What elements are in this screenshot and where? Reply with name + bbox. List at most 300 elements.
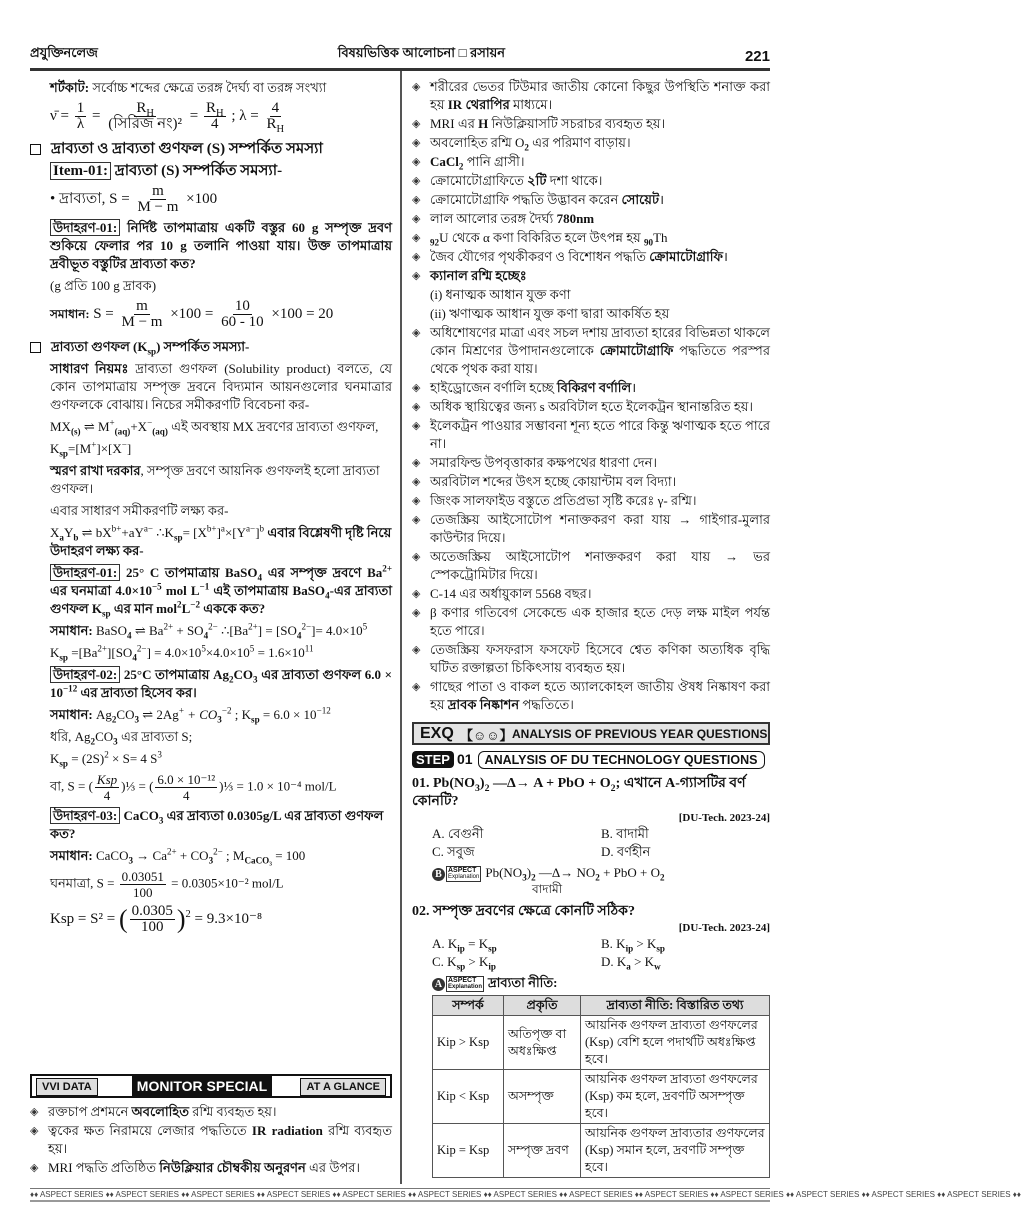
- general-rule-paragraph: [50, 360, 392, 414]
- fact-item: [412, 248, 770, 266]
- text-run: +aY: [121, 525, 144, 540]
- text-run: নিউক্লিয়াসটি সচরাচর ব্যবহৃত হয়।: [488, 116, 666, 131]
- text-run: 3: [475, 782, 480, 794]
- example-text: নির্দিষ্ট তাপমাত্রায় একটি বস্তুর 60 g সম্পৃক্ত দ্রবণ শুকিয়ে ফেলার: [50, 220, 393, 253]
- text-run: CO: [233, 667, 254, 682]
- text-run: CaCO: [92, 848, 129, 863]
- diamond-bullet-icon: ◈: [412, 118, 421, 130]
- table-cell: Kip > Ksp: [433, 1016, 504, 1070]
- table-row: [433, 1070, 770, 1124]
- checkbox-square-icon: [30, 342, 41, 353]
- text-run: β কণার গতিবেগ সেকেন্ডে এক হাজার হতে দেড় লক্ষ মাইল পর্যন্ত হতে পারে।: [430, 605, 770, 638]
- denominator: 4: [103, 788, 111, 803]
- text-run: ক্যানাল রশ্মি হচ্ছেঃ: [430, 268, 527, 283]
- text-run: ⇌ Ba: [131, 623, 164, 638]
- formula-text: ⅓ = 1.0 × 10⁻⁴ mol/L: [223, 778, 337, 794]
- fact-text: [430, 153, 770, 171]
- text-run: ): [479, 776, 485, 791]
- text-run: × S= 4 S: [108, 751, 158, 766]
- text-run: Pb(NO: [433, 776, 475, 791]
- text-run: জিংক সালফাইড বস্তুতে প্রতিপ্রভা সৃষ্টি করেঃ γ- রশ্মি।: [430, 493, 697, 508]
- text-run: এর পরিমাণ বাড়ায়।: [528, 135, 631, 150]
- ksp-example-03: [50, 807, 392, 843]
- text-run: 25°C তাপমাত্রায় Ag: [123, 667, 229, 682]
- text-run: অবলোহিত: [131, 1104, 189, 1120]
- text-run: এর মান mol: [110, 601, 178, 616]
- fact-text: [430, 172, 770, 190]
- text-run: দ্রাবক নিষ্কাশন: [447, 697, 520, 712]
- text-run: H: [478, 116, 489, 131]
- text-run: sp: [59, 758, 68, 769]
- text-run: MX: [50, 419, 71, 434]
- text-run: + CO: [176, 848, 209, 863]
- footer-series-strip: ♦♦ ASPECT SERIES ♦♦ ASPECT SERIES ♦♦ ASPECT SERIES ♦♦ ASPECT SERIES ♦♦ ASPECT SERIES ♦♦ ASPECT SERIES ♦♦ ASPECT SERIES ♦♦ ASPECT SERIES ♦♦ ASPECT SERIES ♦♦ ASPECT SERIES ♦♦ ASPECT SERIES ♦♦ ASPECT SERIES ♦♦ ASPECT SERIES ♦♦: [30, 1188, 770, 1202]
- formula-text: ν̄ =: [50, 107, 69, 124]
- ksp-example-02: [50, 666, 392, 702]
- text-run: 2+: [248, 621, 258, 632]
- text-run: sp: [101, 608, 111, 619]
- fraction: [95, 772, 119, 803]
- fact-item: [412, 153, 770, 171]
- diamond-bullet-icon: ◈: [412, 644, 421, 656]
- diamond-bullet-icon: ◈: [412, 194, 421, 206]
- badge-top: ASPECT: [448, 867, 477, 875]
- fraction: [219, 299, 266, 330]
- aspect-explanation-badge: [432, 976, 484, 992]
- subscript: H: [276, 124, 285, 135]
- numerator: 10: [234, 298, 250, 314]
- fact-item: [412, 115, 770, 133]
- formula-text: ×100: [186, 190, 218, 207]
- text-run: −2: [221, 705, 232, 716]
- text-run: অধিক স্থায়িত্বের জন্য s অরবিটাল হতে ইলেকট্রন স্থানান্তরিত হয়।: [430, 399, 754, 414]
- text-run: 3: [128, 855, 134, 866]
- text-run: = [X: [182, 525, 207, 540]
- table-cell: আয়নিক গুণফল দ্রাব্যতা গুণফলের (Ksp) বেশি হলে পদার্থটি অধঃক্ষিপ্ত হবে।: [581, 1016, 770, 1070]
- numerator: [204, 101, 226, 117]
- option-b[interactable]: B. বাদামী: [601, 826, 649, 841]
- text-run: Pb(NO: [485, 865, 523, 880]
- shortcut-line: [50, 79, 392, 97]
- numerator: [134, 101, 156, 117]
- denominator: M − m: [137, 199, 179, 215]
- denominator: λ: [76, 116, 85, 132]
- text-run: তেজস্ক্রিয় ফসফরাস ফসফেট হিসেবে শ্বেত কণিকা অত্যধিক বৃদ্ধি ঘটিত রক্তাল্পতা চিকিৎসায় ব্যবহৃত হয়।: [430, 642, 770, 675]
- question-number: 01.: [412, 776, 430, 791]
- table-cell: আয়নিক গুণফল দ্রাব্যতা গুণফলের (Ksp) কম হলে, দ্রবণটি অসম্পৃক্ত হবে।: [581, 1070, 770, 1124]
- text-run: অতেজস্ক্রিয় আইসোটোপ শনাক্তকরণ করা যায় → ভর স্পেকট্রোমিটার দিয়ে।: [430, 549, 770, 582]
- text-run: ): [526, 865, 532, 880]
- text-run: K: [50, 441, 60, 456]
- text-run: a: [59, 532, 64, 543]
- solubility-rule-table: [432, 995, 770, 1178]
- fact-text: [430, 210, 770, 228]
- formula-text: Ksp = S² =: [50, 910, 116, 927]
- text-run: (aq): [114, 426, 131, 437]
- text-run: ।: [722, 249, 728, 264]
- fact-text: [430, 678, 770, 714]
- example-01-text: [50, 219, 392, 273]
- text-run: লাল আলোর তরঙ্গ দৈর্ঘ্য: [430, 211, 557, 226]
- text-run: গাছের পাতা ও বাকল হতে অ্যালকোহল জাতীয় ঔষধ নিষ্কাষণ করা হয়: [430, 679, 770, 712]
- numerator: Ksp: [96, 772, 118, 787]
- text-run: 2: [111, 714, 117, 725]
- text-run: ⇌ 2Ag: [139, 707, 179, 722]
- option-c[interactable]: [432, 953, 601, 971]
- text-run: এর উপর।: [305, 1160, 361, 1176]
- ksp-solution-03a: [50, 847, 392, 865]
- denominator: 100: [133, 885, 153, 900]
- fraction: [130, 904, 175, 935]
- text-run: ধরি, Ag: [50, 729, 91, 744]
- fraction: [120, 299, 165, 330]
- table-row: [433, 1016, 770, 1070]
- text-run: এর দ্রাব্যতা হিসেব কর।: [77, 685, 197, 700]
- diamond-bullet-icon: ◈: [412, 607, 421, 619]
- denominator: [265, 116, 287, 135]
- text-run: +: [178, 705, 184, 716]
- text-run: 4: [127, 630, 132, 641]
- fact-item: [412, 454, 770, 472]
- text-run: 2+: [166, 846, 177, 857]
- text-run: এর দ্রাব্যতা 0.0305g/L এর দ্রাব্যতা গুণফল কত?: [50, 808, 384, 841]
- example-tag: উদাহরণ-01:: [50, 564, 120, 581]
- table-cell: Kip = Ksp: [433, 1124, 504, 1178]
- badge-top: ASPECT: [448, 977, 477, 985]
- fact-item: [412, 172, 770, 190]
- text-run: ; M: [222, 848, 245, 863]
- text-run: −1: [199, 581, 210, 592]
- text-run: এর দ্রাব্যতা S;: [117, 729, 193, 744]
- ksp-solution-02d: বা, S = ( $\frac{\text{Ksp}}{4}$ )⅓ = ( $\frac{\text{6.0 × 10⁻¹²}}{4}$ )⅓ = 1.0 × 10⁻⁴ mol/L: [50, 772, 337, 803]
- fact-item: [412, 417, 770, 453]
- fact-text: [430, 548, 770, 584]
- formula-text: = 9.3×10⁻⁸: [194, 910, 263, 927]
- fact-item: [412, 548, 770, 584]
- table-cell: আয়নিক গুণফল দ্রাব্যতার গুণফলের (Ksp) সমান হলে, দ্রবণটি সম্পৃক্ত হবে।: [581, 1124, 770, 1178]
- fact-item: [412, 191, 770, 209]
- text-run: 2: [610, 782, 616, 794]
- text-run: পদ্ধতিতে।: [519, 697, 574, 712]
- text-run: 5: [201, 643, 206, 654]
- diamond-bullet-icon: ◈: [412, 401, 421, 413]
- text-run: + PbO + O: [599, 865, 660, 880]
- at-a-glance-label: AT A GLANCE: [300, 1078, 386, 1096]
- fraction: [155, 772, 217, 803]
- text-run: 4: [325, 590, 330, 601]
- aspect-explanation-badge: [432, 866, 481, 882]
- text-run: রশ্মি ব্যবহৃত হয়।: [48, 1123, 393, 1157]
- running-header-center: [338, 44, 505, 65]
- text-run: b: [73, 532, 79, 543]
- text-run: L: [181, 601, 191, 616]
- solubility-formula: [50, 184, 392, 215]
- text-run: a: [626, 961, 631, 972]
- numerator: 6.0 × 10⁻¹²: [157, 772, 216, 787]
- diamond-bullet-icon: ◈: [412, 327, 421, 339]
- text-run: BaSO: [92, 623, 128, 638]
- solution-label: সমাধান:: [50, 306, 90, 321]
- text-run: ।: [631, 380, 637, 395]
- fact-item: [30, 1103, 392, 1121]
- numerator-text: R: [206, 100, 217, 116]
- text-run: দ্রাব্যতা গুণফল (Solubility product) বলতে, যে কোন তাপমাত্রায় সম্পৃক্ত দ্রবনে বিদ্যমান আয়নগুলোর ঘনমাত্রার গুণফলকে বোঝায়। নিচের সমীকরণটি বিবেচনা কর-: [50, 361, 392, 412]
- text-run: MRI পদ্ধতি প্রতিষ্ঠিত: [48, 1160, 160, 1176]
- formula-text: • দ্রাব্যতা, S =: [50, 190, 130, 207]
- fact-text: [430, 78, 770, 114]
- text-run: CO: [116, 707, 135, 722]
- denominator: 4: [183, 788, 190, 803]
- text-run: 3: [208, 855, 214, 866]
- text-run: X: [50, 525, 60, 540]
- text-run: শর্টকাট:: [50, 80, 90, 95]
- text-run: A. K: [432, 936, 458, 952]
- option-d[interactable]: [601, 953, 770, 971]
- text-run: 2−: [208, 621, 218, 632]
- diamond-bullet-icon: ◈: [30, 1125, 39, 1138]
- text-run: 2: [660, 872, 665, 883]
- formula-text: =: [189, 107, 199, 124]
- fact-text: [430, 585, 770, 603]
- text-run: এবার বিশ্লেষণী দৃষ্টি নিয়ে উদাহরণ লক্ষ্য কর-: [50, 525, 392, 558]
- text-run: ) সম্পর্কিত সমস্যা-: [156, 339, 250, 354]
- diamond-bullet-icon: ◈: [412, 232, 421, 244]
- text-run: CaCl: [430, 154, 459, 169]
- text-run: দ্রাব্যতা গুণফল (K: [51, 339, 148, 354]
- option-b[interactable]: [601, 935, 770, 953]
- question-stem: [412, 776, 746, 809]
- text-run: 2−: [301, 621, 312, 632]
- option-a[interactable]: [432, 935, 601, 953]
- diamond-bullet-icon: ◈: [412, 382, 421, 394]
- text-run: 2: [595, 872, 600, 883]
- text-run: → Ca: [133, 848, 167, 863]
- explanation-02: [432, 974, 770, 992]
- step-title: ANALYSIS OF DU TECHNOLOGY QUESTIONS: [478, 751, 765, 769]
- text-run: এর সম্পৃক্ত দ্রবণে Ba: [262, 565, 383, 580]
- diamond-bullet-icon: ◈: [412, 270, 421, 282]
- text-run: sp: [59, 448, 68, 459]
- item-title: দ্রাব্যতা (S) সম্পর্কিত সমস্যা-: [114, 163, 283, 179]
- fact-item: [412, 511, 770, 547]
- text-run: =[Ba: [68, 645, 98, 660]
- text-run: CO: [95, 729, 114, 744]
- text-run: ip: [457, 943, 465, 954]
- diamond-bullet-icon: ◈: [412, 420, 421, 432]
- text-run: 4: [257, 572, 263, 583]
- text-run: ইলেকট্রন পাওয়ার সম্ভাবনা শূন্য হতে পারে কিন্তু ঋণাত্মক হতে পারে না।: [430, 418, 770, 451]
- text-run: = K: [464, 936, 489, 952]
- options-01: [432, 825, 770, 861]
- text-run: 3: [253, 674, 258, 685]
- text-run: 2−: [213, 846, 223, 857]
- text-run: 2: [104, 749, 109, 760]
- heading-text: [51, 140, 323, 158]
- options-02: [432, 935, 770, 971]
- text-run: অধিশোষণের মাত্রা এবং সচল দশায় দ্রাব্যতা হারের বিভিন্নতা থাকলে কোন মিশ্রণের উপাদানগুলোকে: [430, 325, 770, 358]
- step-number: 01: [456, 751, 473, 767]
- diamond-bullet-icon: ◈: [412, 175, 421, 187]
- item-tag: Item-01:: [50, 162, 111, 180]
- explanation-title: দ্রাব্যতা নীতি:: [488, 975, 558, 991]
- text-run: 3: [113, 736, 118, 747]
- subject-name: রসায়ন: [470, 45, 506, 60]
- text-run: −12: [316, 705, 331, 716]
- diamond-bullet-icon: ◈: [412, 514, 421, 526]
- fact-text: [430, 511, 770, 547]
- explanation-note: বাদামী: [532, 882, 563, 897]
- numerator: 0.0305: [131, 903, 173, 919]
- badge-bottom: Explanation: [448, 874, 480, 881]
- diamond-bullet-icon: ◈: [412, 681, 421, 693]
- text-run: 2: [484, 782, 490, 794]
- formula-text: =: [92, 107, 101, 124]
- table-cell: অসম্পৃক্ত: [504, 1070, 581, 1124]
- text-run: (s): [70, 426, 81, 437]
- fact-text: [48, 1159, 392, 1177]
- text-run: এই তাপমাত্রায় BaSO: [209, 583, 326, 598]
- text-run: 2+: [382, 563, 393, 574]
- right-column: [402, 71, 770, 1184]
- text-run: ক্রোমাটোগ্রাফি: [649, 249, 723, 264]
- text-run: ক্রোমাটোগ্রাফি: [599, 343, 674, 358]
- example-text-2: পর 10 g তলানি পাওয়া যায়। উক্ত তাপমাত্রায় দ্রবীভূত বস্তুটির দ্রাব্যতা কত?: [50, 238, 392, 271]
- text-run: 2: [228, 674, 234, 685]
- section-name: বিষয়ভিত্তিক আলোচনা: [337, 45, 456, 60]
- text-run: রশ্মি ব্যবহৃত হয়।: [188, 1104, 277, 1120]
- diamond-bullet-icon: ◈: [412, 495, 421, 507]
- numerator-text: R: [136, 100, 147, 116]
- text-run: sp: [59, 652, 68, 663]
- text-run: w: [654, 961, 661, 972]
- fact-item: [30, 1159, 392, 1177]
- text-run: = 1.6×10: [254, 645, 305, 660]
- page-number: 221: [744, 48, 770, 65]
- text-run: 90: [643, 237, 654, 248]
- text-run: −12: [63, 683, 78, 694]
- diamond-bullet-icon: ◈: [412, 588, 421, 600]
- text-run: K: [50, 751, 60, 766]
- text-run: sp: [488, 943, 497, 954]
- text-run: পদ্ধতিতে পরস্পর থেকে পৃথক করা যায়।: [430, 343, 770, 376]
- formula-text: = 0.0305×10⁻² mol/L: [171, 875, 284, 891]
- text-run: 11: [304, 643, 314, 654]
- fact-item: [412, 134, 770, 152]
- diamond-bullet-icon: ◈: [30, 1106, 39, 1119]
- text-run: দশা থাকে।: [546, 173, 603, 188]
- text-run: ]= 4.0×10: [311, 623, 363, 638]
- text-run: −2: [190, 599, 200, 610]
- text-run: নিউক্লিয়ার চৌম্বকীয় অনুরণন: [159, 1160, 306, 1176]
- text-run: ][SO: [107, 645, 133, 660]
- text-run: সাধারণ নিয়মঃ: [50, 361, 129, 376]
- option-a[interactable]: A. বেগুনী: [432, 826, 484, 841]
- ksp-solution-02c: [50, 750, 392, 768]
- ksp-example-01: [50, 564, 392, 618]
- numerator: m: [152, 183, 164, 199]
- text-run: sp: [173, 532, 183, 543]
- text-run: −: [121, 439, 127, 450]
- text-run: > K: [630, 954, 655, 970]
- badge-bottom: Explanation: [448, 984, 483, 991]
- fact-item: [412, 78, 770, 114]
- text-run: পানি গ্রাসী।: [463, 154, 525, 169]
- text-run: সমারফিল্ড উপবৃত্তাকার কক্ষপথের ধারণা দেন।: [430, 455, 657, 470]
- text-run: IR থেরাপির: [447, 97, 510, 112]
- text-run: অবলোহিত রশ্মি O: [430, 135, 525, 150]
- section-heading-ksp: [30, 338, 392, 356]
- fact-item: [412, 267, 770, 285]
- text-run: বিকিরণ বর্ণালি: [556, 380, 632, 395]
- table-cell: সম্পৃক্ত দ্রবণ: [504, 1124, 581, 1178]
- exq-title: ANALYSIS OF PREVIOUS YEAR QUESTIONS: [512, 727, 768, 741]
- vvi-data-label: VVI DATA: [36, 1078, 98, 1096]
- option-c[interactable]: C. সবুজ: [432, 844, 475, 859]
- option-d[interactable]: D. বর্ণহীন: [601, 844, 651, 859]
- explanation-equation: [485, 865, 665, 883]
- formula-text: ×100 = 20: [271, 305, 334, 322]
- text-run: ×4.0×10: [205, 645, 250, 660]
- text-run: 3: [157, 749, 162, 760]
- numerator: m: [136, 298, 148, 314]
- answer-letter: A: [432, 978, 445, 991]
- text-run: 780nm: [556, 211, 595, 226]
- fraction: [106, 101, 184, 132]
- ksp-solution-01a: [50, 622, 392, 640]
- denominator: (সিরিজ নং)²: [108, 116, 183, 132]
- text-run: 3: [217, 714, 222, 725]
- diamond-bullet-icon: ◈: [412, 213, 421, 225]
- text-run: a: [220, 523, 225, 534]
- denominator-text: R: [266, 116, 277, 132]
- diamond-bullet-icon: ◈: [412, 81, 421, 93]
- running-header: [30, 44, 770, 71]
- text-run: 2+: [163, 621, 174, 632]
- text-run: তেজস্ক্রিয় আইসোটোপ শনাক্তকরণ করা যায় → গাইগার-মুলার কাউন্টার দিয়ে।: [430, 512, 770, 545]
- text-run: a−: [246, 523, 256, 534]
- subscript: H: [216, 108, 224, 119]
- facts-list: [412, 78, 770, 714]
- diamond-bullet-icon: ◈: [30, 1162, 39, 1175]
- text-run: 25° C তাপমাত্রায় BaSO: [125, 565, 258, 580]
- text-run: 4: [203, 630, 209, 641]
- fraction: [75, 101, 87, 132]
- numerator: 1: [76, 100, 85, 116]
- text-run: mol L: [161, 583, 200, 598]
- text-run: স্মরণ রাখা দরকার: [50, 463, 141, 478]
- running-header-left: প্রযুক্তিনলেজ: [30, 45, 98, 60]
- fraction: [120, 869, 166, 900]
- fact-item: [412, 604, 770, 640]
- fact-item: [412, 229, 770, 247]
- column-header: দ্রাব্যতা নীতি: বিস্তারিত তথ্য: [581, 996, 770, 1016]
- general-equation-intro: এবার সাধারণ সমীকরণটি লক্ষ্য কর-: [50, 503, 229, 518]
- subscript: H: [146, 108, 154, 119]
- text-run: +: [91, 439, 97, 450]
- section-heading-solubility: [30, 140, 392, 158]
- text-run: U থেকে α কণা বিকিরিত হলে উৎপন্ন হয়: [439, 230, 644, 245]
- text-run: ]: [255, 525, 260, 540]
- fraction: [265, 100, 287, 135]
- denominator: 100: [140, 919, 164, 935]
- general-equation: [50, 524, 392, 560]
- text-run: —Δ→ NO: [535, 865, 596, 880]
- question-01: [412, 775, 770, 811]
- text-run: , সম্পৃক্ত দ্রবণে আয়নিক গুণফলই হলো দ্রাব্যতা গুণফল।: [50, 463, 380, 496]
- text-run: =[M: [68, 441, 92, 456]
- text-run: CaCO: [123, 808, 159, 823]
- text-run: + SO: [173, 623, 204, 638]
